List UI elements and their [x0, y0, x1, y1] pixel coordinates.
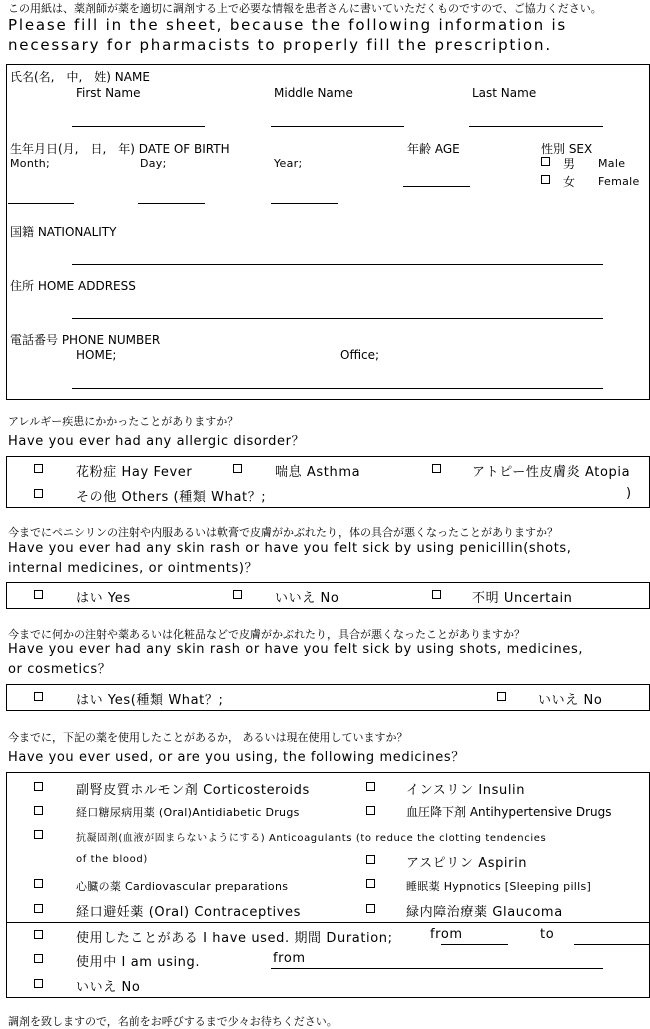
- middle-name-field[interactable]: [271, 126, 404, 127]
- penicillin-question-jp: 今までにペニシリンの注射や内服あるいは軟膏で皮膚がかぶれたり，体の具合が悪くなったことがありますか？: [8, 526, 558, 539]
- nationality-field[interactable]: [72, 264, 603, 265]
- medicines-divider: [6, 922, 650, 923]
- asthma-checkbox[interactable]: [233, 464, 242, 473]
- month-field[interactable]: [8, 203, 74, 204]
- name-label: 氏名(名, 中, 姓) NAME: [10, 70, 150, 84]
- age-label: 年齢 AGE: [407, 142, 460, 156]
- home-phone-label: HOME;: [76, 348, 117, 362]
- aspirin-label: アスピリン Aspirin: [406, 856, 528, 871]
- using-checkbox[interactable]: [34, 954, 43, 963]
- penicillin-question-en-1: Have you ever had any skin rash or have you felt sick by using penicillin(shots,: [8, 541, 572, 556]
- cardiovascular-label: 心臓の薬 Cardiovascular preparations: [76, 880, 289, 893]
- female-checkbox[interactable]: [541, 175, 550, 184]
- hay-fever-checkbox[interactable]: [34, 464, 43, 473]
- male-jp-label: 男: [563, 157, 576, 171]
- cosmetics-question-jp: 今までに何かの注射や薬あるいは化粧品などで皮膚がかぶれたり，具合が悪くなったことがありますか？: [8, 628, 525, 641]
- used-checkbox[interactable]: [34, 930, 43, 939]
- corticosteroids-checkbox[interactable]: [34, 782, 43, 791]
- year-field[interactable]: [271, 203, 338, 204]
- cosmetics-yes-label: はい Yes(種類 What？;: [76, 693, 224, 708]
- antidiabetic-checkbox[interactable]: [34, 806, 43, 815]
- phone-field[interactable]: [72, 388, 603, 389]
- dob-label: 生年月日(月, 日, 年) DATE OF BIRTH: [10, 142, 230, 156]
- nationality-label: 国籍 NATIONALITY: [10, 225, 117, 239]
- penicillin-uncertain-label: 不明 Uncertain: [472, 591, 573, 606]
- phone-label: 電話番号 PHONE NUMBER: [10, 333, 161, 347]
- cosmetics-question-en-1: Have you ever had any skin rash or have you felt sick by using shots, medicines,: [8, 642, 584, 657]
- used-from-label: from: [430, 927, 463, 942]
- hypnotics-label: 睡眠薬 Hypnotics [Sleeping pills]: [406, 880, 592, 893]
- anticoagulants-label-2: of the blood): [76, 854, 148, 865]
- antihypertensive-checkbox[interactable]: [366, 806, 375, 815]
- month-label: Month;: [10, 157, 50, 170]
- day-field[interactable]: [138, 203, 205, 204]
- using-from-field[interactable]: [271, 968, 603, 969]
- hypnotics-checkbox[interactable]: [366, 879, 375, 888]
- male-checkbox[interactable]: [541, 157, 550, 166]
- day-label: Day;: [140, 157, 167, 170]
- used-label: 使用したことがある I have used. 期間 Duration;: [76, 931, 393, 946]
- first-name-field[interactable]: [72, 126, 205, 127]
- address-label: 住所 HOME ADDRESS: [10, 279, 136, 293]
- atopy-checkbox[interactable]: [432, 464, 441, 473]
- others-checkbox[interactable]: [34, 489, 43, 498]
- medicines-question-en: Have you ever used, or are you using, the following medicines？: [8, 750, 465, 765]
- asthma-label: 喘息 Asthma: [275, 465, 361, 480]
- cosmetics-no-checkbox[interactable]: [497, 692, 506, 701]
- used-from-field[interactable]: [441, 944, 508, 945]
- penicillin-no-checkbox[interactable]: [233, 590, 242, 599]
- hay-fever-label: 花粉症 Hay Fever: [76, 465, 193, 480]
- using-from-label: from: [273, 951, 306, 966]
- office-phone-label: Office;: [340, 348, 380, 362]
- female-en-label: Female: [598, 175, 640, 188]
- others-label: その他 Others (種類 What？;: [76, 490, 267, 505]
- insulin-label: インスリン Insulin: [406, 783, 526, 798]
- cosmetics-yes-checkbox[interactable]: [34, 692, 43, 701]
- intro-japanese: この用紙は、薬剤師が薬を適切に調剤する上で必要な情報を患者さんに書いていただくものですので、ご協力ください。: [8, 2, 602, 15]
- anticoagulants-label-1: 抗凝固剤(血液が固まらないようにする) Anticoagulants (to reduce the clotting tendencies: [76, 833, 547, 844]
- antihypertensive-label: 血圧降下剤 Antihypertensive Drugs: [406, 805, 612, 819]
- corticosteroids-label: 副腎皮質ホルモン剤 Corticosteroids: [76, 783, 310, 798]
- contraceptives-checkbox[interactable]: [34, 904, 43, 913]
- contraceptives-label: 経口避妊薬 (Oral) Contraceptives: [76, 905, 302, 920]
- penicillin-question-en-2: internal medicines, or ointments)？: [8, 561, 259, 576]
- others-close-paren: ): [626, 486, 632, 501]
- atopy-label: アトピー性皮膚炎 Atopia: [472, 465, 631, 480]
- female-jp-label: 女: [563, 175, 576, 189]
- address-field[interactable]: [72, 318, 603, 319]
- insulin-checkbox[interactable]: [366, 782, 375, 791]
- penicillin-yes-checkbox[interactable]: [34, 590, 43, 599]
- year-label: Year;: [274, 157, 303, 170]
- cardiovascular-checkbox[interactable]: [34, 879, 43, 888]
- medicines-question-jp: 今までに，下記の薬を使用したことがあるか， あるいは現在使用していますか？: [8, 731, 408, 744]
- first-name-label: First Name: [76, 86, 141, 100]
- last-name-label: Last Name: [472, 86, 537, 100]
- age-field[interactable]: [403, 186, 470, 187]
- last-name-field[interactable]: [469, 126, 603, 127]
- glaucoma-checkbox[interactable]: [366, 904, 375, 913]
- intro-english-line-2: necessary for pharmacists to properly fill the prescription.: [8, 36, 552, 54]
- glaucoma-label: 緑内障治療薬 Glaucoma: [406, 905, 563, 920]
- antidiabetic-label: 経口糖尿病用薬 (Oral)Antidiabetic Drugs: [76, 806, 300, 819]
- used-to-field[interactable]: [574, 944, 650, 945]
- cosmetics-question-en-2: or cosmetics？: [8, 662, 112, 677]
- aspirin-checkbox[interactable]: [366, 855, 375, 864]
- never-used-label: いいえ No: [76, 980, 141, 995]
- intro-english-line-1: Please fill in the sheet, because the following information is: [8, 16, 568, 34]
- sex-label: 性別 SEX: [541, 142, 593, 156]
- allergy-question-jp: アレルギー疾患にかかったことがありますか？: [8, 415, 239, 428]
- penicillin-no-label: いいえ No: [275, 591, 340, 606]
- middle-name-label: Middle Name: [274, 86, 353, 100]
- cosmetics-no-label: いいえ No: [538, 693, 603, 708]
- using-label: 使用中 I am using.: [76, 955, 201, 970]
- used-to-label: to: [540, 927, 555, 942]
- allergy-question-en: Have you ever had any allergic disorder？: [8, 434, 306, 449]
- footer-note: 調剤を致しますので，名前をお呼びするまで少々お待ちください。: [8, 1015, 338, 1028]
- never-used-checkbox[interactable]: [34, 979, 43, 988]
- penicillin-yes-label: はい Yes: [76, 591, 131, 606]
- anticoagulants-checkbox[interactable]: [34, 830, 43, 839]
- male-en-label: Male: [598, 157, 626, 170]
- penicillin-uncertain-checkbox[interactable]: [432, 590, 441, 599]
